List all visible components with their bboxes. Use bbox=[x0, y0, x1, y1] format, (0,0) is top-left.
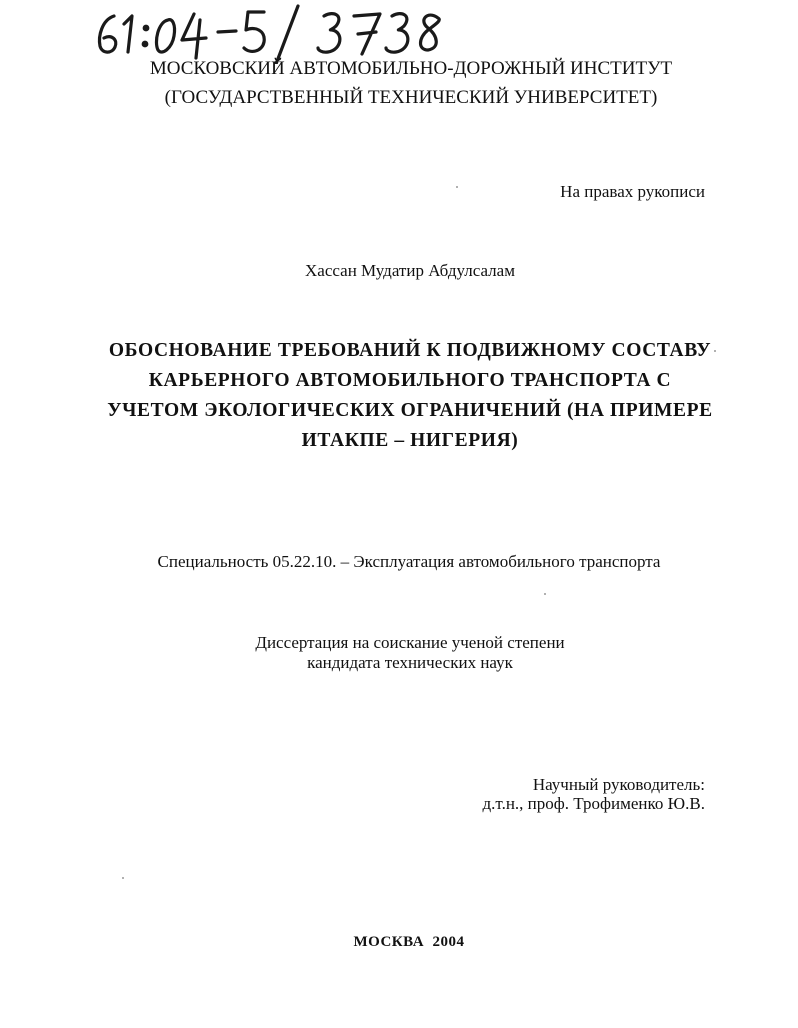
city-year: МОСКВА 2004 bbox=[353, 934, 465, 950]
specialty-line: Специальность 05.22.10. – Эксплуатация автомобильного транспорта bbox=[157, 552, 661, 571]
author-name: Хассан Мудатир Абдулсалам bbox=[305, 261, 515, 280]
institute-name-line2: (ГОСУДАРСТВЕННЫЙ ТЕХНИЧЕСКИЙ УНИВЕРСИТЕТ) bbox=[164, 87, 658, 108]
title-line-4: ИТАКПЕ – НИГЕРИЯ) bbox=[301, 430, 519, 451]
dissertation-line1: Диссертация на соискание ученой степени bbox=[255, 633, 565, 652]
rights-note: На правах рукописи bbox=[560, 182, 705, 201]
supervisor-label: Научный руководитель: bbox=[532, 775, 705, 794]
handwritten-archive-mark bbox=[92, 2, 472, 64]
title-line-3: УЧЕТОМ ЭКОЛОГИЧЕСКИХ ОГРАНИЧЕНИЙ (НА ПРИМЕРЕ bbox=[107, 400, 713, 421]
title-line-1: ОБОСНОВАНИЕ ТРЕБОВАНИЙ К ПОДВИЖНОМУ СОСТАВУ bbox=[108, 340, 712, 361]
title-line-2: КАРЬЕРНОГО АВТОМОБИЛЬНОГО ТРАНСПОРТА С bbox=[148, 370, 672, 391]
scan-speck bbox=[122, 877, 124, 879]
scan-speck bbox=[544, 593, 546, 595]
scan-speck bbox=[456, 186, 458, 188]
scan-speck bbox=[714, 350, 716, 352]
supervisor-name: д.т.н., проф. Трофименко Ю.В. bbox=[482, 794, 705, 813]
dissertation-line2: кандидата технических наук bbox=[307, 653, 513, 672]
institute-name-line1: МОСКОВСКИЙ АВТОМОБИЛЬНО-ДОРОЖНЫЙ ИНСТИТУТ bbox=[149, 58, 673, 79]
